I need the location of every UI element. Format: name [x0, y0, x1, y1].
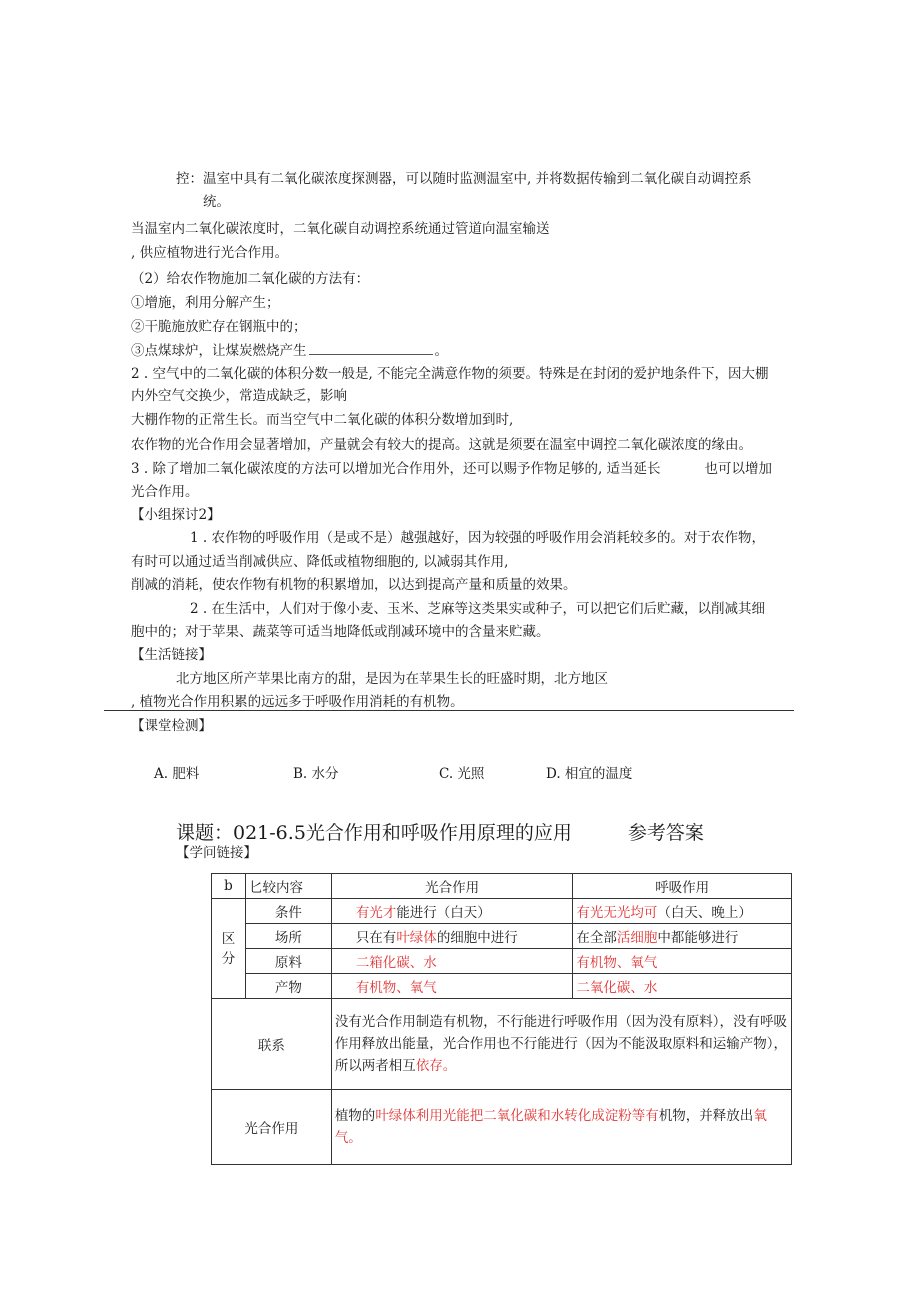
- section-heading: 【学问链接】: [176, 845, 257, 861]
- resp-cell: [573, 899, 792, 924]
- text-line: [131, 342, 448, 360]
- answer-text: 有机物、氧气: [355, 980, 437, 996]
- table-row: [212, 924, 792, 949]
- text-line: 1 . 农作物的呼吸作用（是或不是）越强越好，因为较强的呼吸作用会消耗较多的。对于农作物，: [190, 530, 765, 546]
- answer-text: 二箱化碳、水: [355, 955, 437, 971]
- option-a[interactable]: A. 肥料: [154, 766, 200, 782]
- text-line: 胞中的；对于苹果、蔬菜等可适当地降低或削减环境中的含量来贮藏。: [131, 624, 550, 640]
- text-line: 光合作用。: [131, 484, 199, 500]
- text-line: 统。: [203, 194, 230, 210]
- table-header-row: [212, 874, 792, 899]
- cell-text: 的细胞中进行: [436, 930, 518, 946]
- option-d[interactable]: D. 相宜的温度: [546, 766, 633, 782]
- answer-text: 氧气。: [334, 1108, 767, 1146]
- table-row: [212, 999, 792, 1090]
- cell-text: 能进行（白天）: [396, 905, 491, 921]
- text-line: 控：温室中具有二氧化碳浓度探测器，可以随时监测温室中, 并将数据传输到二氧化碳自动调控系: [176, 171, 752, 187]
- text-line: 有时可以通过适当削减供应、降低或植物细胞的, 以减弱其作用,: [131, 554, 509, 570]
- difference-label-2: 分: [221, 950, 236, 967]
- answer-text: 活细胞: [616, 930, 658, 946]
- text-line: 内外空气交换少，常造成缺乏，影响: [131, 388, 347, 404]
- cell-text: 没有光合作用制造有机物，不行能进行呼吸作用（因为没有原料），没有呼吸作用释放出能量，光合作用也不行能进行（因为不能汲取原料和运输产物），所以两者相互: [334, 1014, 788, 1074]
- resp-cell: [573, 949, 792, 974]
- resp-cell: [573, 974, 792, 999]
- text-line: （2）给农作物施加二氧化碳的方法有：: [131, 271, 370, 287]
- row-label: 产物: [245, 974, 331, 999]
- answer-title: [176, 818, 704, 845]
- header-photosynthesis: 光合作用: [331, 874, 573, 899]
- photo-cell: [331, 924, 573, 949]
- table-row: [212, 949, 792, 974]
- link-label: 联系: [212, 999, 332, 1090]
- text-line: 削减的消耗，使农作物有机物的积累增加，以达到提高产量和质量的效果。: [131, 577, 577, 593]
- text-line: ①增施，利用分解产生；: [131, 295, 280, 311]
- text-line: ②干脆施放贮存在钢瓶中的；: [131, 319, 307, 335]
- text-line: [131, 460, 772, 478]
- answer-text: 叶绿体利用光能把二氧化碳和水转化成淀粉等有: [375, 1108, 659, 1124]
- lesson-title: 课题：021-6.5光合作用和呼吸作用原理的应用: [176, 822, 572, 844]
- text-fragment: ③点煤球炉，让煤炭燃烧产生: [131, 343, 307, 359]
- row-label: 场所: [245, 924, 331, 949]
- cell-text: 植物的: [334, 1108, 376, 1124]
- resp-cell: [573, 924, 792, 949]
- photo-cell: [331, 949, 573, 974]
- section-heading: 【生活链接】: [131, 647, 212, 663]
- text-line: 2 . 空气中的二氧化碳的体积分数一般是, 不能完全满意作物的须要。特殊是在封闭的爱护地条件下，因大棚: [131, 366, 769, 382]
- row-label: 原料: [245, 949, 331, 974]
- divider: [104, 710, 794, 711]
- difference-label-1: 区: [221, 930, 236, 947]
- text-fragment: 3 . 除了增加二氧化碳浓度的方法可以增加光合作用外，还可以赐予作物足够的, 适当延长: [131, 461, 661, 477]
- text-line: , 供应植物进行光合作用。: [131, 245, 289, 261]
- link-cell: [331, 999, 791, 1090]
- cell-text: 中都能够进行: [657, 930, 739, 946]
- corner-b: b: [212, 874, 246, 899]
- comparison-table: [211, 873, 792, 1165]
- cell-text: 在全部: [576, 930, 617, 946]
- answer-blank[interactable]: [309, 342, 433, 355]
- answer-text: 有光才: [355, 905, 397, 921]
- text-line: , 植物光合作用积累的远远多于呼吸作用消耗的有机物。: [131, 694, 464, 710]
- section-heading: 【小组探讨2】: [131, 507, 221, 523]
- text-line: 2 . 在生活中，人们对于像小麦、玉米、芝麻等这类果实或种子，可以把它们后贮藏，以削减其细: [190, 601, 765, 617]
- header-respiration: 呼吸作用: [573, 874, 792, 899]
- text-line: 大棚作物的正常生长。而当空气中二氧化碳的体积分数增加到时,: [131, 412, 514, 428]
- text-fragment: 也可以增加: [704, 461, 773, 477]
- header-compare-item: 匕较内容: [245, 874, 331, 899]
- text-line: 北方地区所产苹果比南方的甜，是因为在苹果生长的旺盛时期，北方地区: [176, 671, 608, 687]
- text-fragment: 。: [434, 343, 448, 359]
- answer-text: 依存。: [415, 1058, 457, 1074]
- cell-text: 只在有: [355, 930, 397, 946]
- photo-cell: [331, 974, 573, 999]
- answer-text: 叶绿体: [396, 930, 437, 946]
- section-heading: 【课堂检测】: [131, 718, 212, 734]
- photo-cell: [331, 899, 573, 924]
- photo-def-label: 光合作用: [212, 1090, 332, 1165]
- difference-label: [212, 899, 246, 999]
- table-row: [212, 1090, 792, 1165]
- cell-text: 机物，并释放出: [658, 1108, 754, 1124]
- answer-text: 有机物、氧气: [576, 955, 658, 971]
- cell-text: （白天、晚上）: [657, 905, 752, 921]
- text-line: 当温室内二氧化碳浓度时，二氧化碳自动调控系统通过管道向温室输送: [131, 221, 550, 237]
- answer-text: 二氧化碳、水: [576, 980, 658, 996]
- answer-tag: 参考答案: [627, 822, 704, 844]
- table-row: [212, 899, 792, 924]
- option-b[interactable]: B. 水分: [293, 766, 339, 782]
- answer-text: 有光无光均可: [576, 905, 658, 921]
- option-c[interactable]: C. 光照: [439, 766, 485, 782]
- row-label: 条件: [245, 899, 331, 924]
- table-row: [212, 974, 792, 999]
- photo-def-cell: [331, 1090, 791, 1165]
- text-line: 农作物的光合作用会显著增加，产量就会有较大的提高。这就是须要在温室中调控二氧化碳浓度的缘由。: [131, 437, 752, 453]
